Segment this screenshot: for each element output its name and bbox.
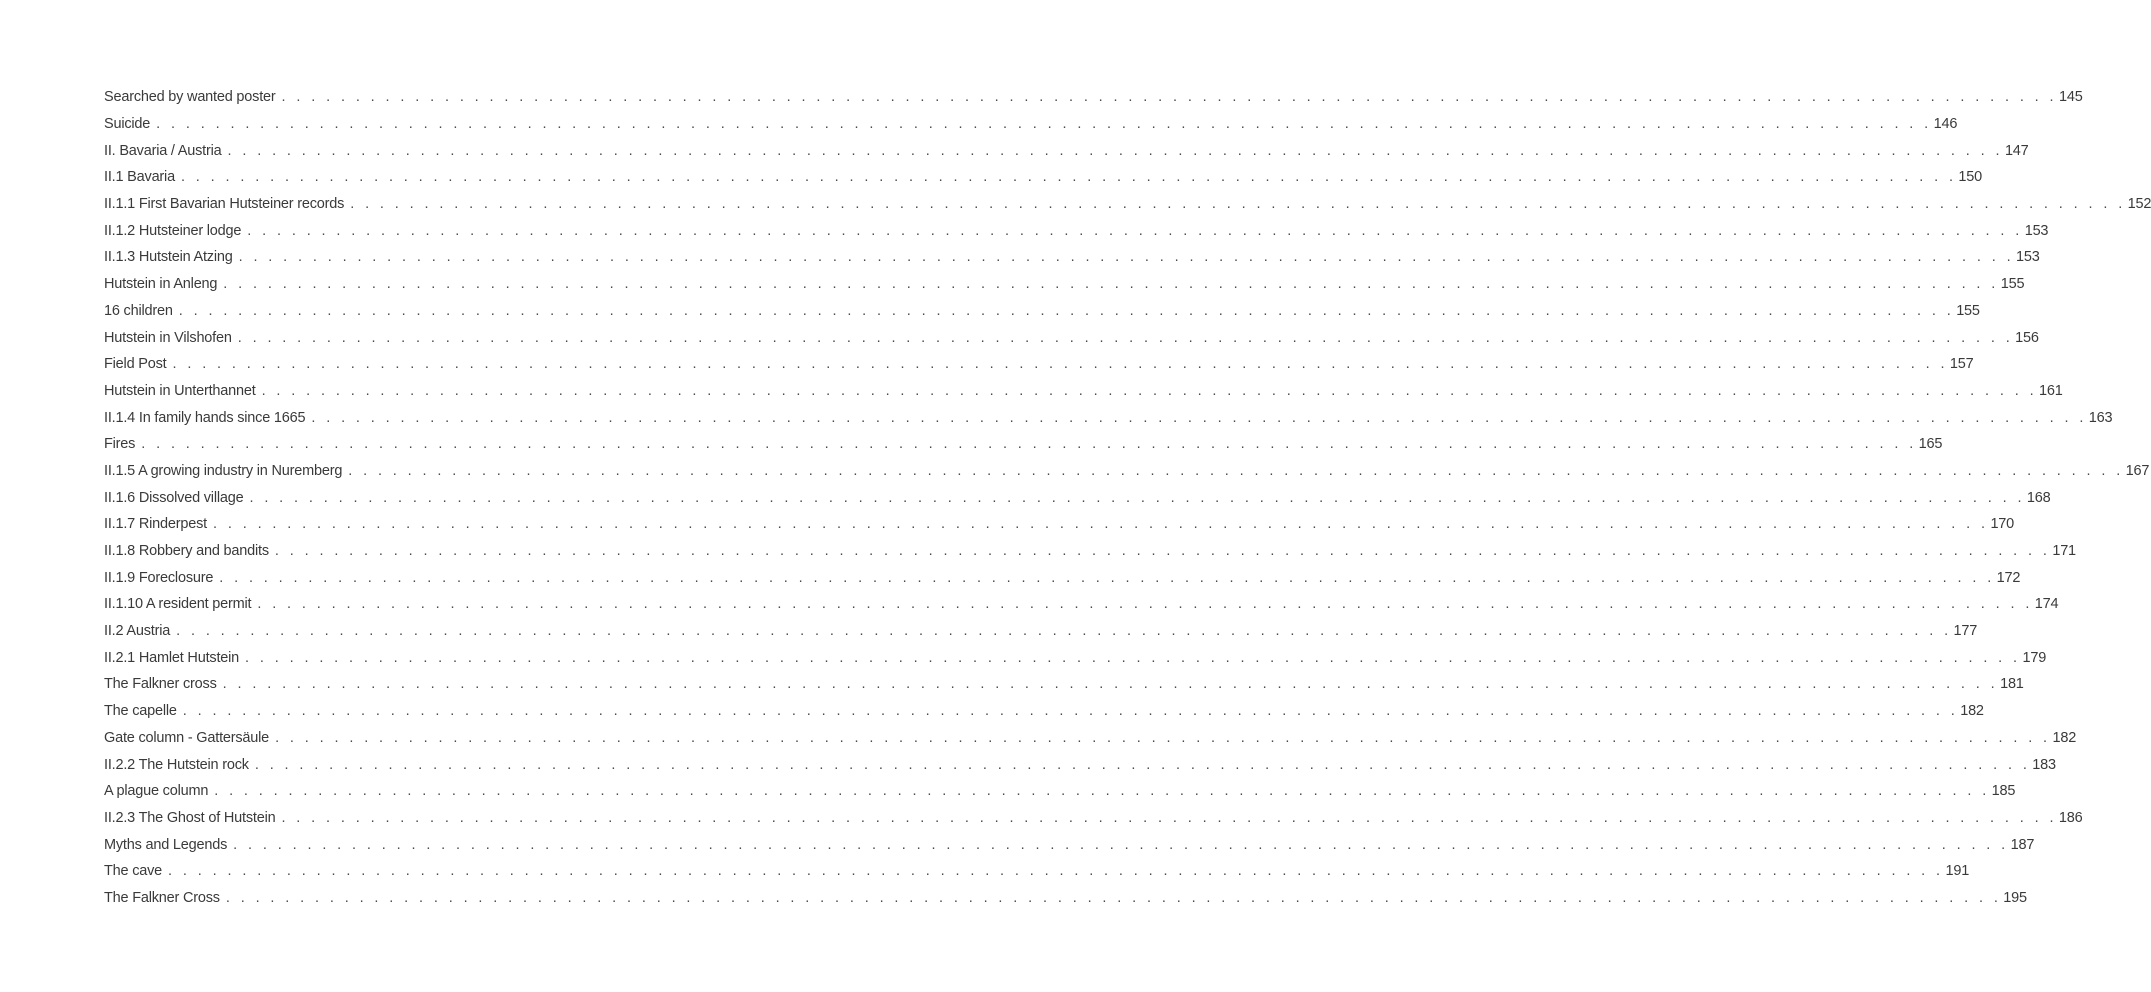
dot-leader: . . . . . . . . . . . . . . . . . . . . . . . . . . . . . . . . . . . . . . . . . . . . . . . . . . . . . . . . . . . . . . . . . . . . . . . . . . . . . . . . . . . . . . . . . . . . . . . . . . . . . . . . . . . . . . . . . . . . . . . . bbox=[311, 409, 2087, 426]
toc-entry bbox=[104, 778, 2016, 805]
toc-entry-page-number: 195 bbox=[2003, 889, 2027, 906]
toc-entry-title: II.2.2 The Hutstein rock bbox=[104, 756, 249, 773]
toc-entry-title: The Falkner Cross bbox=[104, 889, 220, 906]
toc-entry-page-number: 177 bbox=[1953, 623, 1978, 640]
toc-entry bbox=[104, 164, 1982, 191]
dot-leader: . . . . . . . . . . . . . . . . . . . . . . . . . . . . . . . . . . . . . . . . . . . . . . . . . . . . . . . . . . . . . . . . . . . . . . . . . . . . . . . . . . . . . . . . . . . . . . . . . . . . . . . . . . . . . . . . . . . . . . . . bbox=[214, 783, 1990, 800]
toc-entry bbox=[104, 698, 1984, 725]
toc-entry-page-number: 161 bbox=[2039, 382, 2063, 399]
toc-entry-page-number: 145 bbox=[2058, 89, 2083, 106]
toc-entry bbox=[104, 591, 2059, 618]
toc-entry bbox=[104, 84, 2083, 111]
toc-entry bbox=[104, 298, 1980, 325]
toc-entry-page-number: 157 bbox=[1949, 356, 1974, 373]
toc-entry-page-number: 183 bbox=[2032, 756, 2056, 773]
dot-leader: . . . . . . . . . . . . . . . . . . . . . . . . . . . . . . . . . . . . . . . . . . . . . . . . . . . . . . . . . . . . . . . . . . . . . . . . . . . . . . . . . . . . . . . . . . . . . . . . . . . . . . . . . . . . . . . . . . . . . . . . bbox=[237, 329, 2014, 346]
dot-leader: . . . . . . . . . . . . . . . . . . . . . . . . . . . . . . . . . . . . . . . . . . . . . . . . . . . . . . . . . . . . . . . . . . . . . . . . . . . . . . . . . . . . . . . . . . . . . . . . . . . . . . . . . . . . . . . . . . . . . . . . bbox=[348, 462, 2124, 479]
dot-leader: . . . . . . . . . . . . . . . . . . . . . . . . . . . . . . . . . . . . . . . . . . . . . . . . . . . . . . . . . . . . . . . . . . . . . . . . . . . . . . . . . . . . . . . . . . . . . . . . . . . . . . . . . . . . . . . . . . . . . . . . bbox=[274, 543, 2051, 560]
dot-leader: . . . . . . . . . . . . . . . . . . . . . . . . . . . . . . . . . . . . . . . . . . . . . . . . . . . . . . . . . . . . . . . . . . . . . . . . . . . . . . . . . . . . . . . . . . . . . . . . . . . . . . . . . . . . . . . . . . . . . . . . bbox=[238, 249, 2015, 266]
toc-entry-page-number: 182 bbox=[2052, 729, 2077, 746]
table-of-contents bbox=[104, 84, 2151, 911]
toc-entry-title: II.1.2 Hutsteiner lodge bbox=[104, 222, 242, 239]
dot-leader: . . . . . . . . . . . . . . . . . . . . . . . . . . . . . . . . . . . . . . . . . . . . . . . . . . . . . . . . . . . . . . . . . . . . . . . . . . . . . . . . . . . . . . . . . . . . . . . . . . . . . . . . . . . . . . . . . . . . . . . . bbox=[141, 436, 1917, 453]
dot-leader: . . . . . . . . . . . . . . . . . . . . . . . . . . . . . . . . . . . . . . . . . . . . . . . . . . . . . . . . . . . . . . . . . . . . . . . . . . . . . . . . . . . . . . . . . . . . . . . . . . . . . . . . . . . . . . . . . . . . . . . . bbox=[172, 356, 1948, 373]
dot-leader: . . . . . . . . . . . . . . . . . . . . . . . . . . . . . . . . . . . . . . . . . . . . . . . . . . . . . . . . . . . . . . . . . . . . . . . . . . . . . . . . . . . . . . . . . . . . . . . . . . . . . . . . . . . . . . . . . . . . . . . . bbox=[254, 756, 2031, 773]
toc-entry-page-number: 153 bbox=[2024, 222, 2049, 239]
toc-entry bbox=[104, 484, 2051, 511]
toc-entry-title: II.1.3 Hutstein Atzing bbox=[104, 249, 233, 266]
toc-entry-title: II.1.4 In family hands since 1665 bbox=[104, 409, 306, 426]
toc-entry-title: Myths and Legends bbox=[104, 836, 228, 853]
toc-entry bbox=[104, 191, 2151, 218]
toc-entry-title: II.2.1 Hamlet Hutstein bbox=[104, 649, 240, 666]
toc-entry-page-number: 147 bbox=[2004, 142, 2029, 159]
toc-entry bbox=[104, 564, 2021, 591]
toc-entry bbox=[104, 671, 2024, 698]
dot-leader: . . . . . . . . . . . . . . . . . . . . . . . . . . . . . . . . . . . . . . . . . . . . . . . . . . . . . . . . . . . . . . . . . . . . . . . . . . . . . . . . . . . . . . . . . . . . . . . . . . . . . . . . . . . . . . . . . . . . . . . . bbox=[178, 302, 1955, 319]
dot-leader: . . . . . . . . . . . . . . . . . . . . . . . . . . . . . . . . . . . . . . . . . . . . . . . . . . . . . . . . . . . . . . . . . . . . . . . . . . . . . . . . . . . . . . . . . . . . . . . . . . . . . . . . . . . . . . . . . . . . . . . . bbox=[245, 649, 2021, 666]
toc-entry bbox=[104, 618, 1978, 645]
toc-entry-page-number: 171 bbox=[2052, 543, 2076, 560]
toc-entry bbox=[104, 831, 2035, 858]
toc-entry-title: Field Post bbox=[104, 356, 167, 373]
toc-entry-title: II.1.7 Rinderpest bbox=[104, 516, 207, 533]
toc-entry bbox=[104, 885, 2027, 912]
dot-leader: . . . . . . . . . . . . . . . . . . . . . . . . . . . . . . . . . . . . . . . . . . . . . . . . . . . . . . . . . . . . . . . . . . . . . . . . . . . . . . . . . . . . . . . . . . . . . . . . . . . . . . . . . . . . . . . . . . . . . . . . bbox=[350, 196, 2126, 213]
toc-entry-title: Hutstein in Unterthannet bbox=[104, 382, 256, 399]
toc-entry bbox=[104, 538, 2076, 565]
toc-entry bbox=[104, 404, 2113, 431]
toc-entry-title: Fires bbox=[104, 436, 136, 453]
toc-entry-title: The cave bbox=[104, 863, 163, 880]
toc-entry-page-number: 172 bbox=[1996, 569, 2021, 586]
toc-entry bbox=[104, 511, 2015, 538]
dot-leader: . . . . . . . . . . . . . . . . . . . . . . . . . . . . . . . . . . . . . . . . . . . . . . . . . . . . . . . . . . . . . . . . . . . . . . . . . . . . . . . . . . . . . . . . . . . . . . . . . . . . . . . . . . . . . . . . . . . . . . . . bbox=[168, 863, 1944, 880]
toc-entry-title: II.1.1 First Bavarian Hutsteiner records bbox=[104, 196, 345, 213]
toc-entry-title: Suicide bbox=[104, 116, 151, 133]
toc-entry-page-number: 170 bbox=[1990, 516, 2015, 533]
toc-entry bbox=[104, 431, 1943, 458]
toc-entry-page-number: 156 bbox=[2015, 329, 2039, 346]
toc-entry-title: Hutstein in Anleng bbox=[104, 276, 218, 293]
toc-entry bbox=[104, 324, 2039, 351]
toc-entry-page-number: 186 bbox=[2058, 809, 2083, 826]
dot-leader: . . . . . . . . . . . . . . . . . . . . . . . . . . . . . . . . . . . . . . . . . . . . . . . . . . . . . . . . . . . . . . . . . . . . . . . . . . . . . . . . . . . . . . . . . . . . . . . . . . . . . . . . . . . . . . . . . . . . . . . . bbox=[225, 889, 2002, 906]
toc-entry-page-number: 187 bbox=[2010, 836, 2035, 853]
toc-entry-title: The capelle bbox=[104, 703, 177, 720]
dot-leader: . . . . . . . . . . . . . . . . . . . . . . . . . . . . . . . . . . . . . . . . . . . . . . . . . . . . . . . . . . . . . . . . . . . . . . . . . . . . . . . . . . . . . . . . . . . . . . . . . . . . . . . . . . . . . . . . . . . . . . . . bbox=[176, 623, 1952, 640]
dot-leader: . . . . . . . . . . . . . . . . . . . . . . . . . . . . . . . . . . . . . . . . . . . . . . . . . . . . . . . . . . . . . . . . . . . . . . . . . . . . . . . . . . . . . . . . . . . . . . . . . . . . . . . . . . . . . . . . . . . . . . . . bbox=[180, 169, 1957, 186]
dot-leader: . . . . . . . . . . . . . . . . . . . . . . . . . . . . . . . . . . . . . . . . . . . . . . . . . . . . . . . . . . . . . . . . . . . . . . . . . . . . . . . . . . . . . . . . . . . . . . . . . . . . . . . . . . . . . . . . . . . . . . . . bbox=[233, 836, 2009, 853]
toc-entry-title: The Falkner cross bbox=[104, 676, 217, 693]
dot-leader: . . . . . . . . . . . . . . . . . . . . . . . . . . . . . . . . . . . . . . . . . . . . . . . . . . . . . . . . . . . . . . . . . . . . . . . . . . . . . . . . . . . . . . . . . . . . . . . . . . . . . . . . . . . . . . . . . . . . . . . . bbox=[227, 142, 2003, 159]
toc-entry-title: II.1.5 A growing industry in Nuremberg bbox=[104, 462, 343, 479]
dot-leader: . . . . . . . . . . . . . . . . . . . . . . . . . . . . . . . . . . . . . . . . . . . . . . . . . . . . . . . . . . . . . . . . . . . . . . . . . . . . . . . . . . . . . . . . . . . . . . . . . . . . . . . . . . . . . . . . . . . . . . . . bbox=[257, 596, 2033, 613]
toc-entry-title: II. Bavaria / Austria bbox=[104, 142, 222, 159]
toc-entry-title: Searched by wanted poster bbox=[104, 89, 276, 106]
toc-entry bbox=[104, 351, 1974, 378]
toc-entry-title: Gate column - Gattersäule bbox=[104, 729, 270, 746]
toc-entry bbox=[104, 378, 2063, 405]
dot-leader: . . . . . . . . . . . . . . . . . . . . . . . . . . . . . . . . . . . . . . . . . . . . . . . . . . . . . . . . . . . . . . . . . . . . . . . . . . . . . . . . . . . . . . . . . . . . . . . . . . . . . . . . . . . . . . . . . . . . . . . . bbox=[261, 382, 2038, 399]
toc-entry-title: II.1.8 Robbery and bandits bbox=[104, 543, 269, 560]
dot-leader: . . . . . . . . . . . . . . . . . . . . . . . . . . . . . . . . . . . . . . . . . . . . . . . . . . . . . . . . . . . . . . . . . . . . . . . . . . . . . . . . . . . . . . . . . . . . . . . . . . . . . . . . . . . . . . . . . . . . . . . . bbox=[249, 489, 2025, 506]
dot-leader: . . . . . . . . . . . . . . . . . . . . . . . . . . . . . . . . . . . . . . . . . . . . . . . . . . . . . . . . . . . . . . . . . . . . . . . . . . . . . . . . . . . . . . . . . . . . . . . . . . . . . . . . . . . . . . . . . . . . . . . . bbox=[247, 222, 2023, 239]
toc-entry-page-number: 182 bbox=[1960, 703, 1984, 720]
toc-entry bbox=[104, 725, 2077, 752]
dot-leader: . . . . . . . . . . . . . . . . . . . . . . . . . . . . . . . . . . . . . . . . . . . . . . . . . . . . . . . . . . . . . . . . . . . . . . . . . . . . . . . . . . . . . . . . . . . . . . . . . . . . . . . . . . . . . . . . . . . . . . . . bbox=[222, 676, 1999, 693]
toc-entry-title: Hutstein in Vilshofen bbox=[104, 329, 232, 346]
toc-entry-title: A plague column bbox=[104, 783, 209, 800]
toc-entry-page-number: 150 bbox=[1958, 169, 1982, 186]
toc-entry-title: II.2 Austria bbox=[104, 623, 171, 640]
toc-entry-page-number: 191 bbox=[1945, 863, 1970, 880]
toc-entry-page-number: 153 bbox=[2016, 249, 2040, 266]
dot-leader: . . . . . . . . . . . . . . . . . . . . . . . . . . . . . . . . . . . . . . . . . . . . . . . . . . . . . . . . . . . . . . . . . . . . . . . . . . . . . . . . . . . . . . . . . . . . . . . . . . . . . . . . . . . . . . . . . . . . . . . . bbox=[281, 809, 2057, 826]
toc-entry-page-number: 146 bbox=[1933, 116, 1958, 133]
toc-entry-page-number: 181 bbox=[2000, 676, 2024, 693]
dot-leader: . . . . . . . . . . . . . . . . . . . . . . . . . . . . . . . . . . . . . . . . . . . . . . . . . . . . . . . . . . . . . . . . . . . . . . . . . . . . . . . . . . . . . . . . . . . . . . . . . . . . . . . . . . . . . . . . . . . . . . . . bbox=[219, 569, 1995, 586]
toc-entry-title: II.1 Bavaria bbox=[104, 169, 175, 186]
toc-entry-title: II.1.6 Dissolved village bbox=[104, 489, 244, 506]
toc-entry bbox=[104, 271, 2025, 298]
toc-entry-page-number: 185 bbox=[1991, 783, 2016, 800]
toc-entry-page-number: 163 bbox=[2088, 409, 2113, 426]
dot-leader: . . . . . . . . . . . . . . . . . . . . . . . . . . . . . . . . . . . . . . . . . . . . . . . . . . . . . . . . . . . . . . . . . . . . . . . . . . . . . . . . . . . . . . . . . . . . . . . . . . . . . . . . . . . . . . . . . . . . . . . . bbox=[281, 89, 2057, 106]
toc-entry-page-number: 165 bbox=[1918, 436, 1943, 453]
toc-entry bbox=[104, 458, 2150, 485]
toc-entry-page-number: 152 bbox=[2127, 196, 2151, 213]
toc-entry bbox=[104, 137, 2029, 164]
toc-entry-title: II.2.3 The Ghost of Hutstein bbox=[104, 809, 276, 826]
toc-entry-page-number: 174 bbox=[2034, 596, 2059, 613]
toc-entry bbox=[104, 111, 1958, 138]
toc-entry bbox=[104, 244, 2040, 271]
toc-entry-title: 16 children bbox=[104, 302, 173, 319]
toc-entry bbox=[104, 217, 2049, 244]
dot-leader: . . . . . . . . . . . . . . . . . . . . . . . . . . . . . . . . . . . . . . . . . . . . . . . . . . . . . . . . . . . . . . . . . . . . . . . . . . . . . . . . . . . . . . . . . . . . . . . . . . . . . . . . . . . . . . . . . . . . . . . . bbox=[223, 276, 1999, 293]
toc-entry bbox=[104, 751, 2056, 778]
toc-entry-page-number: 155 bbox=[1956, 302, 1980, 319]
dot-leader: . . . . . . . . . . . . . . . . . . . . . . . . . . . . . . . . . . . . . . . . . . . . . . . . . . . . . . . . . . . . . . . . . . . . . . . . . . . . . . . . . . . . . . . . . . . . . . . . . . . . . . . . . . . . . . . . . . . . . . . . bbox=[275, 729, 2051, 746]
dot-leader: . . . . . . . . . . . . . . . . . . . . . . . . . . . . . . . . . . . . . . . . . . . . . . . . . . . . . . . . . . . . . . . . . . . . . . . . . . . . . . . . . . . . . . . . . . . . . . . . . . . . . . . . . . . . . . . . . . . . . . . . bbox=[182, 703, 1959, 720]
dot-leader: . . . . . . . . . . . . . . . . . . . . . . . . . . . . . . . . . . . . . . . . . . . . . . . . . . . . . . . . . . . . . . . . . . . . . . . . . . . . . . . . . . . . . . . . . . . . . . . . . . . . . . . . . . . . . . . . . . . . . . . . bbox=[213, 516, 1989, 533]
toc-entry-page-number: 168 bbox=[2026, 489, 2051, 506]
toc-entry-title: II.1.10 A resident permit bbox=[104, 596, 252, 613]
toc-entry-page-number: 179 bbox=[2022, 649, 2047, 666]
toc-entry-title: II.1.9 Foreclosure bbox=[104, 569, 214, 586]
toc-entry bbox=[104, 805, 2083, 832]
dot-leader: . . . . . . . . . . . . . . . . . . . . . . . . . . . . . . . . . . . . . . . . . . . . . . . . . . . . . . . . . . . . . . . . . . . . . . . . . . . . . . . . . . . . . . . . . . . . . . . . . . . . . . . . . . . . . . . . . . . . . . . . bbox=[156, 116, 1932, 133]
toc-entry bbox=[104, 858, 1970, 885]
toc-entry-page-number: 167 bbox=[2125, 462, 2150, 479]
toc-entry bbox=[104, 644, 2047, 671]
toc-entry-page-number: 155 bbox=[2000, 276, 2025, 293]
